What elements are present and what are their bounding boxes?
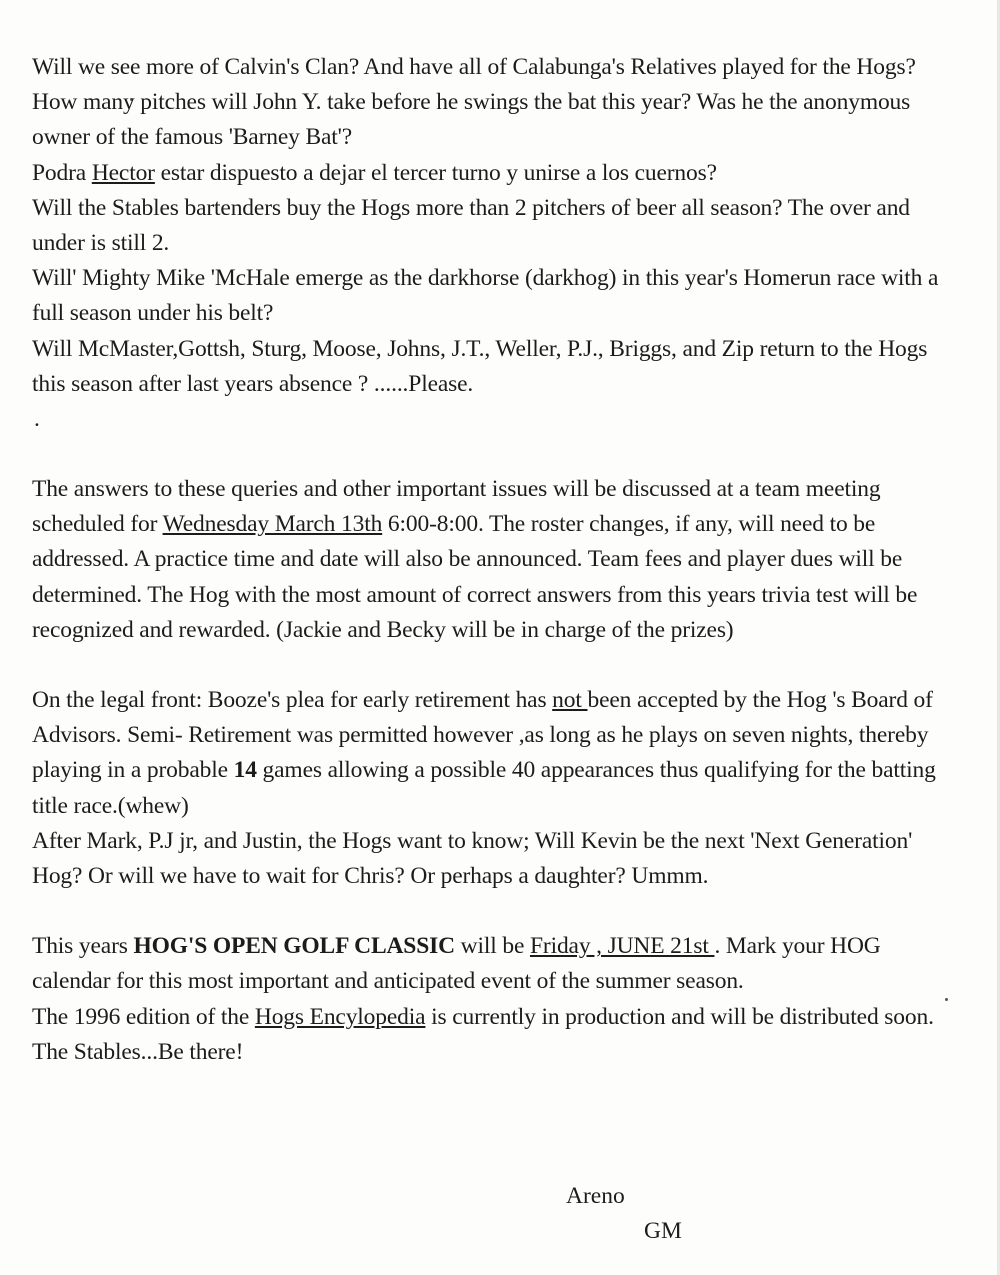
encyclopedia-paragraph: The 1996 edition of the Hogs Encylopedia is currently in production and will be distributed soon. [32, 1003, 934, 1030]
signature-title: GM [644, 1218, 682, 1244]
games-count: 14 [233, 757, 257, 784]
question-mchale: Will' Mighty Mike 'McHale emerge as the darkhorse (darkhog) in this year's Homerun race with a full season under his belt? [32, 265, 939, 327]
question-john-y: How many pitches will John Y. take before he swings the bat this year? Was he the anonymous owner of the famous 'Barney Bat'? [32, 89, 911, 151]
signature-name: Areno [566, 1183, 625, 1209]
next-generation-paragraph: After Mark, P.J jr, and Justin, the Hogs want to know; Will Kevin be the next 'Next Generation' Hog? Or will we have to wait for Chris? Or perhaps a daughter? Ummm. [32, 827, 913, 890]
question-hector: Podra Hector estar dispuesto a dejar el tercer turno y unirse a los cuernos? [32, 159, 717, 186]
stray-dot: . [34, 406, 40, 433]
question-bartenders: Will the Stables bartenders buy the Hogs more than 2 pitchers of beer all season? The over and under is still 2. [32, 194, 910, 257]
meeting-date: Wednesday March 13th [162, 511, 383, 538]
golf-paragraph: This years HOG'S OPEN GOLF CLASSIC will be Friday , JUNE 21st . Mark your HOG calendar for this most important and anticipated event of the summer season. [32, 933, 881, 995]
legal-paragraph: On the legal front: Booze's plea for early retirement has not been accepted by the Hog 's Board of Advisors. Semi- Retirement was permitted however ,as long as he plays on seven nights, thereby playing in a probable 14 games allowing a possible 40 appearances thus qualifying for the batting title race.(whew) [32, 687, 936, 819]
question-returning-players: Will McMaster,Gottsh, Sturg, Moose, Johns, J.T., Weller, P.J., Briggs, and Zip return to the Hogs this season after last years absence ? ......Please. [32, 335, 928, 397]
closing-line: The Stables...Be there! [32, 1038, 244, 1065]
not-underlined: not [552, 687, 588, 714]
golf-event-name: HOG'S OPEN GOLF CLASSIC [133, 933, 455, 960]
questions-list [32, 50, 962, 402]
meeting-paragraph: The answers to these queries and other important issues will be discussed at a team meeting scheduled for Wednesday March 13th 6:00-8:00. The roster changes, if any, will need to be addressed. A practice time and date will also be announced. Team fees and player dues will be determined. The Hog with the most amount of correct answers from this years trivia test will be recognized and rewarded. (Jackie and Becky will be in charge of the prizes) [32, 476, 918, 643]
golf-date: Friday , JUNE 21st [529, 933, 715, 960]
question-calvin: Will we see more of Calvin's Clan? And have all of Calabunga's Relatives played for the Hogs? [32, 54, 916, 80]
hector-underlined: Hector [91, 159, 155, 186]
encyclopedia-title: Hogs Encylopedia [254, 1003, 426, 1030]
document-body [32, 50, 962, 1070]
